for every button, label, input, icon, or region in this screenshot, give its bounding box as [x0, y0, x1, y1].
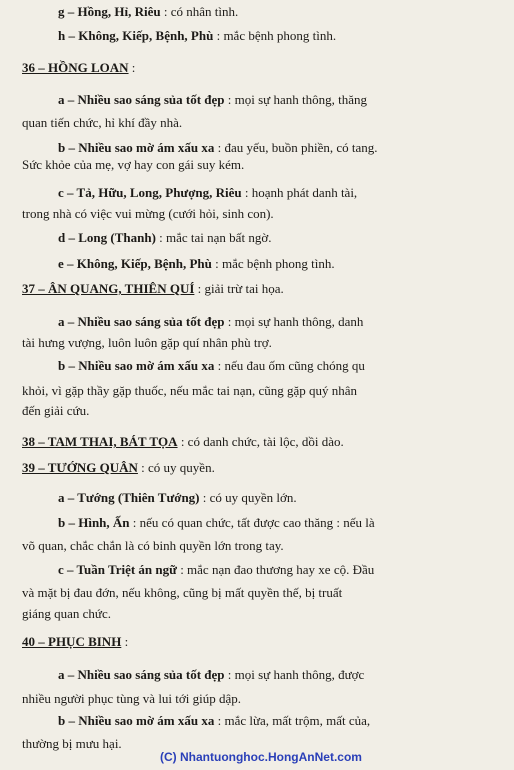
body-text: tài hưng vượng, luôn luôn gặp quí nhân phù trợ.	[22, 335, 272, 350]
item-text: : đau yếu, buồn phiền, có tang.	[214, 140, 378, 155]
body-text: đến giải cứu.	[22, 403, 90, 418]
item-text: : mắc bệnh phong tình.	[211, 256, 335, 271]
text-line	[58, 314, 500, 330]
text-line	[58, 230, 500, 246]
item-text: : có danh chức, tài lộc, dồi dào.	[177, 434, 344, 449]
text-line	[58, 515, 500, 531]
item-heading: c – Tuần Triệt án ngữ	[58, 562, 177, 577]
item-heading: d – Long (Thanh)	[58, 230, 156, 245]
section-heading: 38 – TAM THAI, BÁT TỌA	[22, 434, 178, 449]
body-text: võ quan, chắc chắn là có binh quyền lớn trong tay.	[22, 538, 284, 553]
text-line	[58, 185, 500, 201]
item-text: : mắc lừa, mất trộm, mất của,	[214, 713, 371, 728]
section-heading: 36 – HỒNG LOAN	[22, 60, 129, 75]
item-heading: b – Nhiều sao mờ ám xấu xa	[58, 140, 215, 155]
text-line	[58, 713, 500, 729]
section-heading: 39 – TƯỚNG QUÂN	[22, 460, 138, 475]
item-text: : mọi sự hanh thông, danh	[224, 314, 364, 329]
body-text: nhiều người phục tùng và lui tới giúp dập.	[22, 691, 242, 706]
item-heading: h – Không, Kiếp, Bệnh, Phù	[58, 28, 214, 43]
body-text: giáng quan chức.	[22, 606, 111, 621]
body-text: quan tiến chức, hỉ khí đầy nhà.	[22, 115, 183, 130]
item-text: :	[121, 634, 129, 649]
item-text: : giải trừ tai họa.	[194, 281, 284, 296]
text-line	[22, 383, 500, 399]
text-line	[22, 538, 500, 554]
section-heading: 37 – ÂN QUANG, THIÊN QUÍ	[22, 281, 195, 296]
item-heading: b – Nhiều sao mờ ám xấu xa	[58, 358, 215, 373]
body-text: và mặt bị đau đớn, nếu không, cũng bị mất quyền thế, bị truất	[22, 585, 343, 600]
item-text: :	[128, 60, 136, 75]
text-line	[58, 92, 500, 108]
text-line	[58, 28, 500, 44]
text-line	[58, 490, 500, 506]
item-text: : mọi sự hanh thông, thăng	[224, 92, 367, 107]
body-text: khỏi, vì gặp thầy gặp thuốc, nếu mắc tai nạn, cũng gặp quý nhân	[22, 383, 358, 398]
item-text: : mắc bệnh phong tình.	[213, 28, 337, 43]
item-text: : mọi sự hanh thông, được	[224, 667, 365, 682]
item-text: : nếu có quan chức, tất được cao thăng : nếu là	[129, 515, 375, 530]
item-heading: a – Nhiều sao sáng sủa tốt đẹp	[58, 314, 225, 329]
item-text: : có uy quyền lớn.	[199, 490, 297, 505]
item-heading: c – Tả, Hữu, Long, Phượng, Riêu	[58, 185, 242, 200]
item-heading: g – Hồng, Hỉ, Riêu	[58, 4, 161, 19]
text-line	[58, 667, 500, 683]
item-heading: b – Hình, Ấn	[58, 515, 130, 530]
text-line	[22, 335, 500, 351]
text-line	[58, 256, 500, 272]
body-text: Sức khỏe của mẹ, vợ hay con gái suy kém.	[22, 157, 245, 172]
text-line	[22, 60, 500, 76]
text-line	[22, 606, 500, 622]
item-text: : nếu đau ốm cũng chóng qu	[214, 358, 365, 373]
text-line	[22, 115, 500, 131]
text-line	[58, 562, 500, 578]
text-line	[22, 691, 500, 707]
watermark-footer: (C) Nhantuonghoc.HongAnNet.com	[160, 750, 362, 764]
item-heading: e – Không, Kiếp, Bệnh, Phù	[58, 256, 212, 271]
item-text: : có uy quyền.	[137, 460, 215, 475]
body-text: trong nhà có việc vui mừng (cưới hỏi, sinh con).	[22, 206, 274, 221]
item-heading: b – Nhiều sao mờ ám xấu xa	[58, 713, 215, 728]
body-text: thường bị mưu hại.	[22, 736, 122, 751]
text-line	[22, 157, 500, 173]
item-text: : mắc tai nạn bất ngờ.	[155, 230, 272, 245]
item-text: : có nhân tình.	[160, 4, 239, 19]
item-text: : mắc nạn đao thương hay xe cộ. Đầu	[176, 562, 375, 577]
text-line	[22, 206, 500, 222]
text-line	[22, 403, 500, 419]
text-line	[22, 585, 500, 601]
text-line	[58, 140, 500, 156]
text-line	[58, 358, 500, 374]
text-line	[22, 281, 500, 297]
section-heading: 40 – PHỤC BINH	[22, 634, 122, 649]
item-heading: a – Tướng (Thiên Tướng)	[58, 490, 200, 505]
text-line	[22, 634, 500, 650]
item-heading: a – Nhiều sao sáng sủa tốt đẹp	[58, 667, 225, 682]
item-text: : hoạnh phát danh tài,	[241, 185, 358, 200]
text-line	[22, 434, 500, 450]
item-heading: a – Nhiều sao sáng sủa tốt đẹp	[58, 92, 225, 107]
text-line	[58, 4, 500, 20]
text-line	[22, 460, 500, 476]
